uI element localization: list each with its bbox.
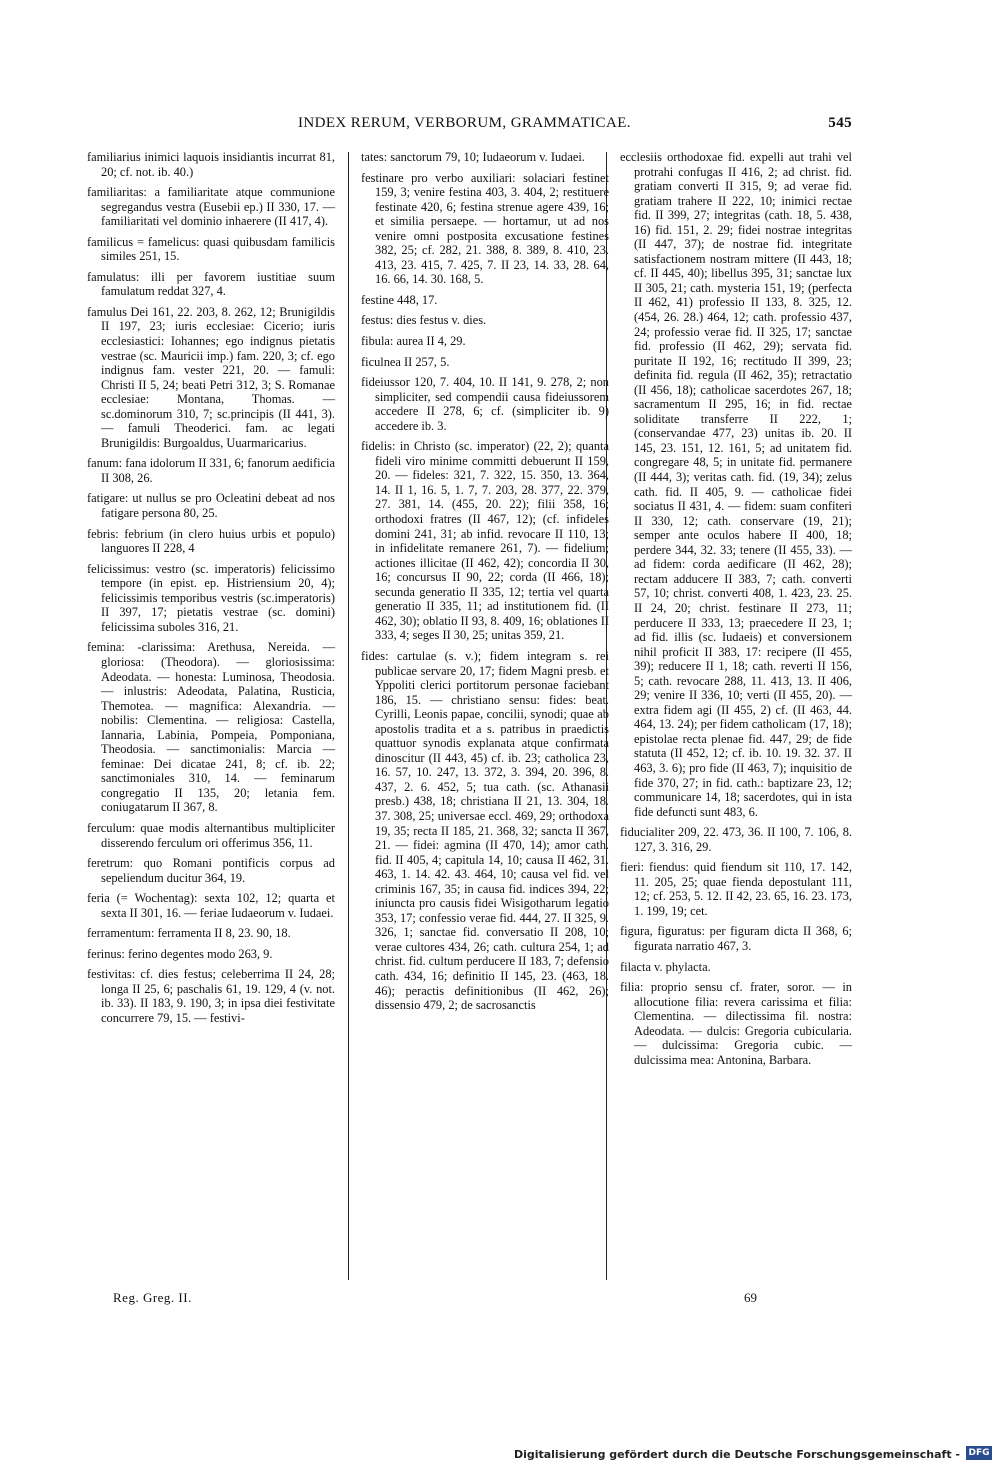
index-column-1 [87,150,335,1032]
index-entry: fatigare: ut nullus se pro Ocleatini debeat ad nos fatigare persona 80, 25. [87,491,335,521]
index-entry: famulatus: illi per favorem iustitiae suum famulatum reddat 327, 4. [87,269,335,299]
index-entry: fiducialiter 209, 22. 473, 36. II 100, 7. 106, 8. 127, 3. 316, 29. [620,825,852,854]
footer-signature: 69 [744,1290,757,1305]
index-entry: ferramentum: ferramenta II 8, 23. 90, 18. [87,926,291,941]
index-entry: febris: febrium (in clero huius urbis et populo) languores II 228, 4 [87,526,335,556]
index-entry: fanum: fana idolorum II 331, 6; fanorum aedificia II 308, 26. [87,456,335,485]
footer-book-title: Reg. Greg. II. [113,1290,192,1305]
index-entry: famulus Dei 161, 22. 203, 8. 262, 12; Brunigildis II 197, 23; iuris ecclesiae: Cicerio; iuris ecclesiastici: Iohannes; ego indignus pietatis vestrae (sc. Mauricii imp.) fam. 220, 3; cf. ego indignus fam. vester 221, 20. — famuli: Christi II 5, 24; beati Petri 312, 3; S. Romanae ecclesiae: Montana, Thomas. — sc.dominorum 310, 7; sc.principis (II 441, 3). — famuli Theoderici. fam. ac legati Brunigildis: Burgoaldus, Uuarmaricarius. [87,304,335,450]
index-entry: fidelis: in Christo (sc. imperator) (22, 2); quanta fideli viro minime committi debuerunt II 159, 20. — fideles: 321, 7. 322, 15. 350, 13. 364, 14. II 1, 16. 5, 1. 7, 7. 203, 28. 377, 22. 379, 27. 381, 14. (455, 20. 22); filii 358, 16; orthodoxi fratres (II 467, 12); (cf. infideles domini 241, 31; ab infid. revocare II 110, 13; in infidelitate remanere 261, 7). — fidelium; actiones illicitae (II 462, 42); concordia II 30, 16; concursus II 90, 22; corda (II 466, 18); secunda generatio II 335, 12; tertia vel quarta generatio II 335, 11; ad institutionem fid. (II 462, 30); oblatio II 93, 8. 409, 16; oblationes II 333, 4; seges II 30, 25; unitas 359, 21. [361,439,609,643]
index-entry: festus: dies festus v. dies. [361,313,487,328]
digitization-banner [0,1440,1000,1464]
index-entry: tates: sanctorum 79, 10; Iudaeorum v. Iudaei. [361,150,585,164]
index-entry: filacta v. phylacta. [620,959,711,974]
index-entry: ecclesiis orthodoxae fid. expelli aut trahi vel protrahi confugas II 416, 2; ad christ. fid. gratiam converti II 315, 9; ad verae fid. gratiam trahere II 222, 10; inimici rectae fid. II 399, 27; integritas (cath. 18, 5. 438, 16) fid. 151, 2. 29; fidei nostrae integritas (II 447, 37); de nostrae fid. integritate satisfactionem nostram mittere (II 443, 18; cf. II 445, 40); libellus 395, 31; sanctae lux II 305, 21; cath. mysteria 151, 19; (perfecta II 462, 41) professio II 133, 8. 325, 12. (454, 26. 28.) 464, 12; cath. professio 437, 24; professio verae fid. II 325, 17; sanctae fid. professio (II 462, 29); servata fid. puritate II 192, 16; rectitudo II 399, 23; definita fid. regula (II 462, 35); retractatio (II 456, 18); catholicae sacerdotes 267, 18; sacramentum II 295, 16; in fid. rectae soliditate transferre II 222, 1; (conservandae 477, 23) unitas ib. 20. II 145, 23. 151, 12. 161, 5; ad unitatem fid. congregare 48, 5; in unitate fid. permanere (II 444, 3); veritas cath. fid. (19, 34); zelus cath. fid. II 405, 9. — catholicae fidei sociatus II 431, 4. — fidem: suam confiteri II 330, 12; cath. conservare (19, 21); semper ante oculos habere II 400, 18; perdere 344, 32. 33; tenere (II 455, 33). — ad fidem: corda aedificare (II 462, 28); rectam adducere II 383, 7; cath. converti 57, 10; christ. converti 408, 1. 423, 23. 25. II 24, 20; christ. festinare II 273, 11; perducere II 333, 13; praecedere II 23, 1; ad fid. illis (sc. Iudaeis) et conversionem nihil proficit II 383, 17: recipere (II 455, 39); reducere II 1, 18; cath. reverti II 156, 5; cath. revocare 288, 11. 413, 13. II 406, 29; venire II 336, 10; verti (II 455, 20). — extra fidem agi (II 455, 2) cf. (II 463, 44. 464, 13. 24); per fidem catholicam (17, 18); epistolae recta plenae fid. 447, 29; de fide statuta (II 452, 12; cf. ib. 10. 19. 32. 37. II 463, 3. 6); pro fide (II 463, 7); inquisitio de fide 370, 27; in fid. cath.: baptizare 23, 12; communicare 14, 18; sacerdotes, qui in ista fide defuncti sunt 483, 6. [620,150,852,819]
index-entry: fibula: aurea II 4, 29. [361,334,466,349]
dfg-logo-icon: DFG [966,1446,992,1460]
index-entry: festivitas: cf. dies festus; celeberrima II 24, 28; longa II 25, 6; paschalis 61, 19. 129, 4 (v. not. ib. 33). II 183, 9. 190, 3; in ipsa diei festivitate concurrere 79, 15. — festivi- [87,967,335,1025]
column-rule-left [348,152,349,1280]
index-entry: ficulnea II 257, 5. [361,354,450,369]
index-entry: ferculum: quae modis alternantibus multipliciter disserendo ferculum ori offerimus 356, 11. [87,820,335,850]
index-entry: felicissimus: vestro (sc. imperatoris) felicissimo tempore (in epist. ep. Histriensium 20, 4); felicissimis temporibus vestris (sc.imperatoris) II 397, 17; pietatis vestrae (sc. domini) felicissima suboles 316, 21. [87,561,335,634]
index-entry: femina: -clarissima: Arethusa, Nereida. — gloriosa: (Theodora). — gloriosissima: Adeodata. — honesta: Luminosa, Theodosia. — inlustris: Adeodata, Palatina, Rusticia, Themotea. — magnifica: Alexandria. — nobilis: Clementina. — religiosa: Castella, Iannaria, Labinia, Pompeia, Pomponiana, Theodosia. — sanctimonialis: Marcia — feminae: Dei dicatae 241, 8; cf. ib. 22; sanctimoniales 310, 14. — feminarum congregatio II 135, 20; letania fem. coniugatarum II 367, 8. [87,640,335,815]
index-entry: familicus = famelicus: quasi quibusdam familicis similes 251, 15. [87,234,335,264]
index-entry: festine 448, 17. [361,292,438,307]
index-entry: figura, figuratus: per figuram dicta II 368, 6; figurata narratio 467, 3. [620,924,852,953]
index-entry: fides: cartulae (s. v.); fidem integram s. rei publicae servare 20, 17; fidem Magni presb. et Yppoliti clerici portitorum personae faciebant 186, 15. — christiano sensu: fides: beat. Cyrilli, Leonis papae, concilii, synodi; quae ab apostolis tradita et a s. patribus in praedictis quattuor synodis explanata atque confirmata dinoscitur (II 443, 45) cf. ib. 23; catholica 23, 16. 57, 10. 247, 13. 372, 3. 394, 20. 396, 8. 437, 2. 6. 452, 5; tua cath. (sc. Athanasii presb.) 438, 18; christiana II 21, 13. 304, 18. 37. 308, 25; universae eccl. 469, 29; orthodoxa 19, 35; recta II 185, 21. 368, 32; sancta II 367, 21. — fidei: agmina (II 470, 14); amor cath. fid. II 405, 4; capitula 14, 10; causa II 462, 31. 463, 1. 14. 42. 43. 464, 10; causa vel fid. vel criminis 167, 35; in causa fid. indices 394, 22; iniuncta pro causis fidei Wisigotharum legatio 353, 17; confessio verae fid. 444, 27. II 325, 9. 326, 1; sanctae fid. conversatio II 208, 10; verae cultores 434, 26; cath. cultura 254, 1; ad christ. fid. cultum perducere II 183, 7; defensio cath. 434, 16; definitio II 145, 23. (463, 18. 46); peractis definitionibus (II 462, 26); dissensio 479, 2; de sacrosanctis [361,648,609,1013]
index-entry: filia: proprio sensu cf. frater, soror. — in allocutione filia: revera carissima et filia: Clementina. — dilectissima fil. nostra: Adeodata. — dulcis: Gregoria cubicularia. — dulcissima: Gregoria cubic. — dulcissima mea: Antonina, Barbara. [620,980,852,1067]
running-header [90,115,852,137]
index-entry: feria (= Wochentag): sexta 102, 12; quarta et sexta II 301, 16. — feriae Iudaeorum v. Iudaei. [87,891,335,920]
index-entry: festinare pro verbo auxiliari: solaciari festinet 159, 3; venire festina 403, 3. 404, 2; restituere festinate 420, 6; festina strenue agere 439, 16; et similia persaepe. — hortamur, ut ad nos venire omni postposita excusatione festines 382, 25; cf. 282, 21. 388, 8. 389, 8. 410, 23. 413, 23. 415, 7. 425, 7. II 23, 14. 33, 28. 64, 16. 66, 14. 30. 168, 5. [361,170,609,287]
index-entry: fieri: fiendus: quid fiendum sit 110, 17. 142, 11. 205, 25; quae fienda depostulant 111, 12; cf. 253, 5. 12. II 42, 23. 65, 16. 23. 173, 1. 199, 19; cet. [620,860,852,918]
index-column-2 [361,150,609,1019]
index-entry: feretrum: quo Romani pontificis corpus ad sepeliendum ducitur 364, 19. [87,856,335,885]
digitization-notice: Digitalisierung gefördert durch die Deutsche Forschungsgemeinschaft - [513,1448,960,1461]
index-entry: familiaritas: a familiaritate atque communione segregandus vestra (Eusebii ep.) II 330, 17. — familiaritati vel dominio inhaerere (II 417, 4). [87,185,335,229]
index-entry: fideiussor 120, 7. 404, 10. II 141, 9. 278, 2; non simpliciter, sed compendii causa fideiussorem accedere II 278, 6; cf. (simpliciter ib. 9) accedere ib. 3. [361,375,609,433]
page-title: INDEX RERUM, VERBORUM, GRAMMATICAE. [298,115,631,131]
index-entry: familiarius inimici laquois insidiantis incurrat 81, 20; cf. not. ib. 40.) [87,150,335,179]
index-entry: ferinus: ferino degentes modo 263, 9. [87,946,273,961]
page-number: 545 [828,115,852,131]
index-column-3 [620,150,852,1073]
